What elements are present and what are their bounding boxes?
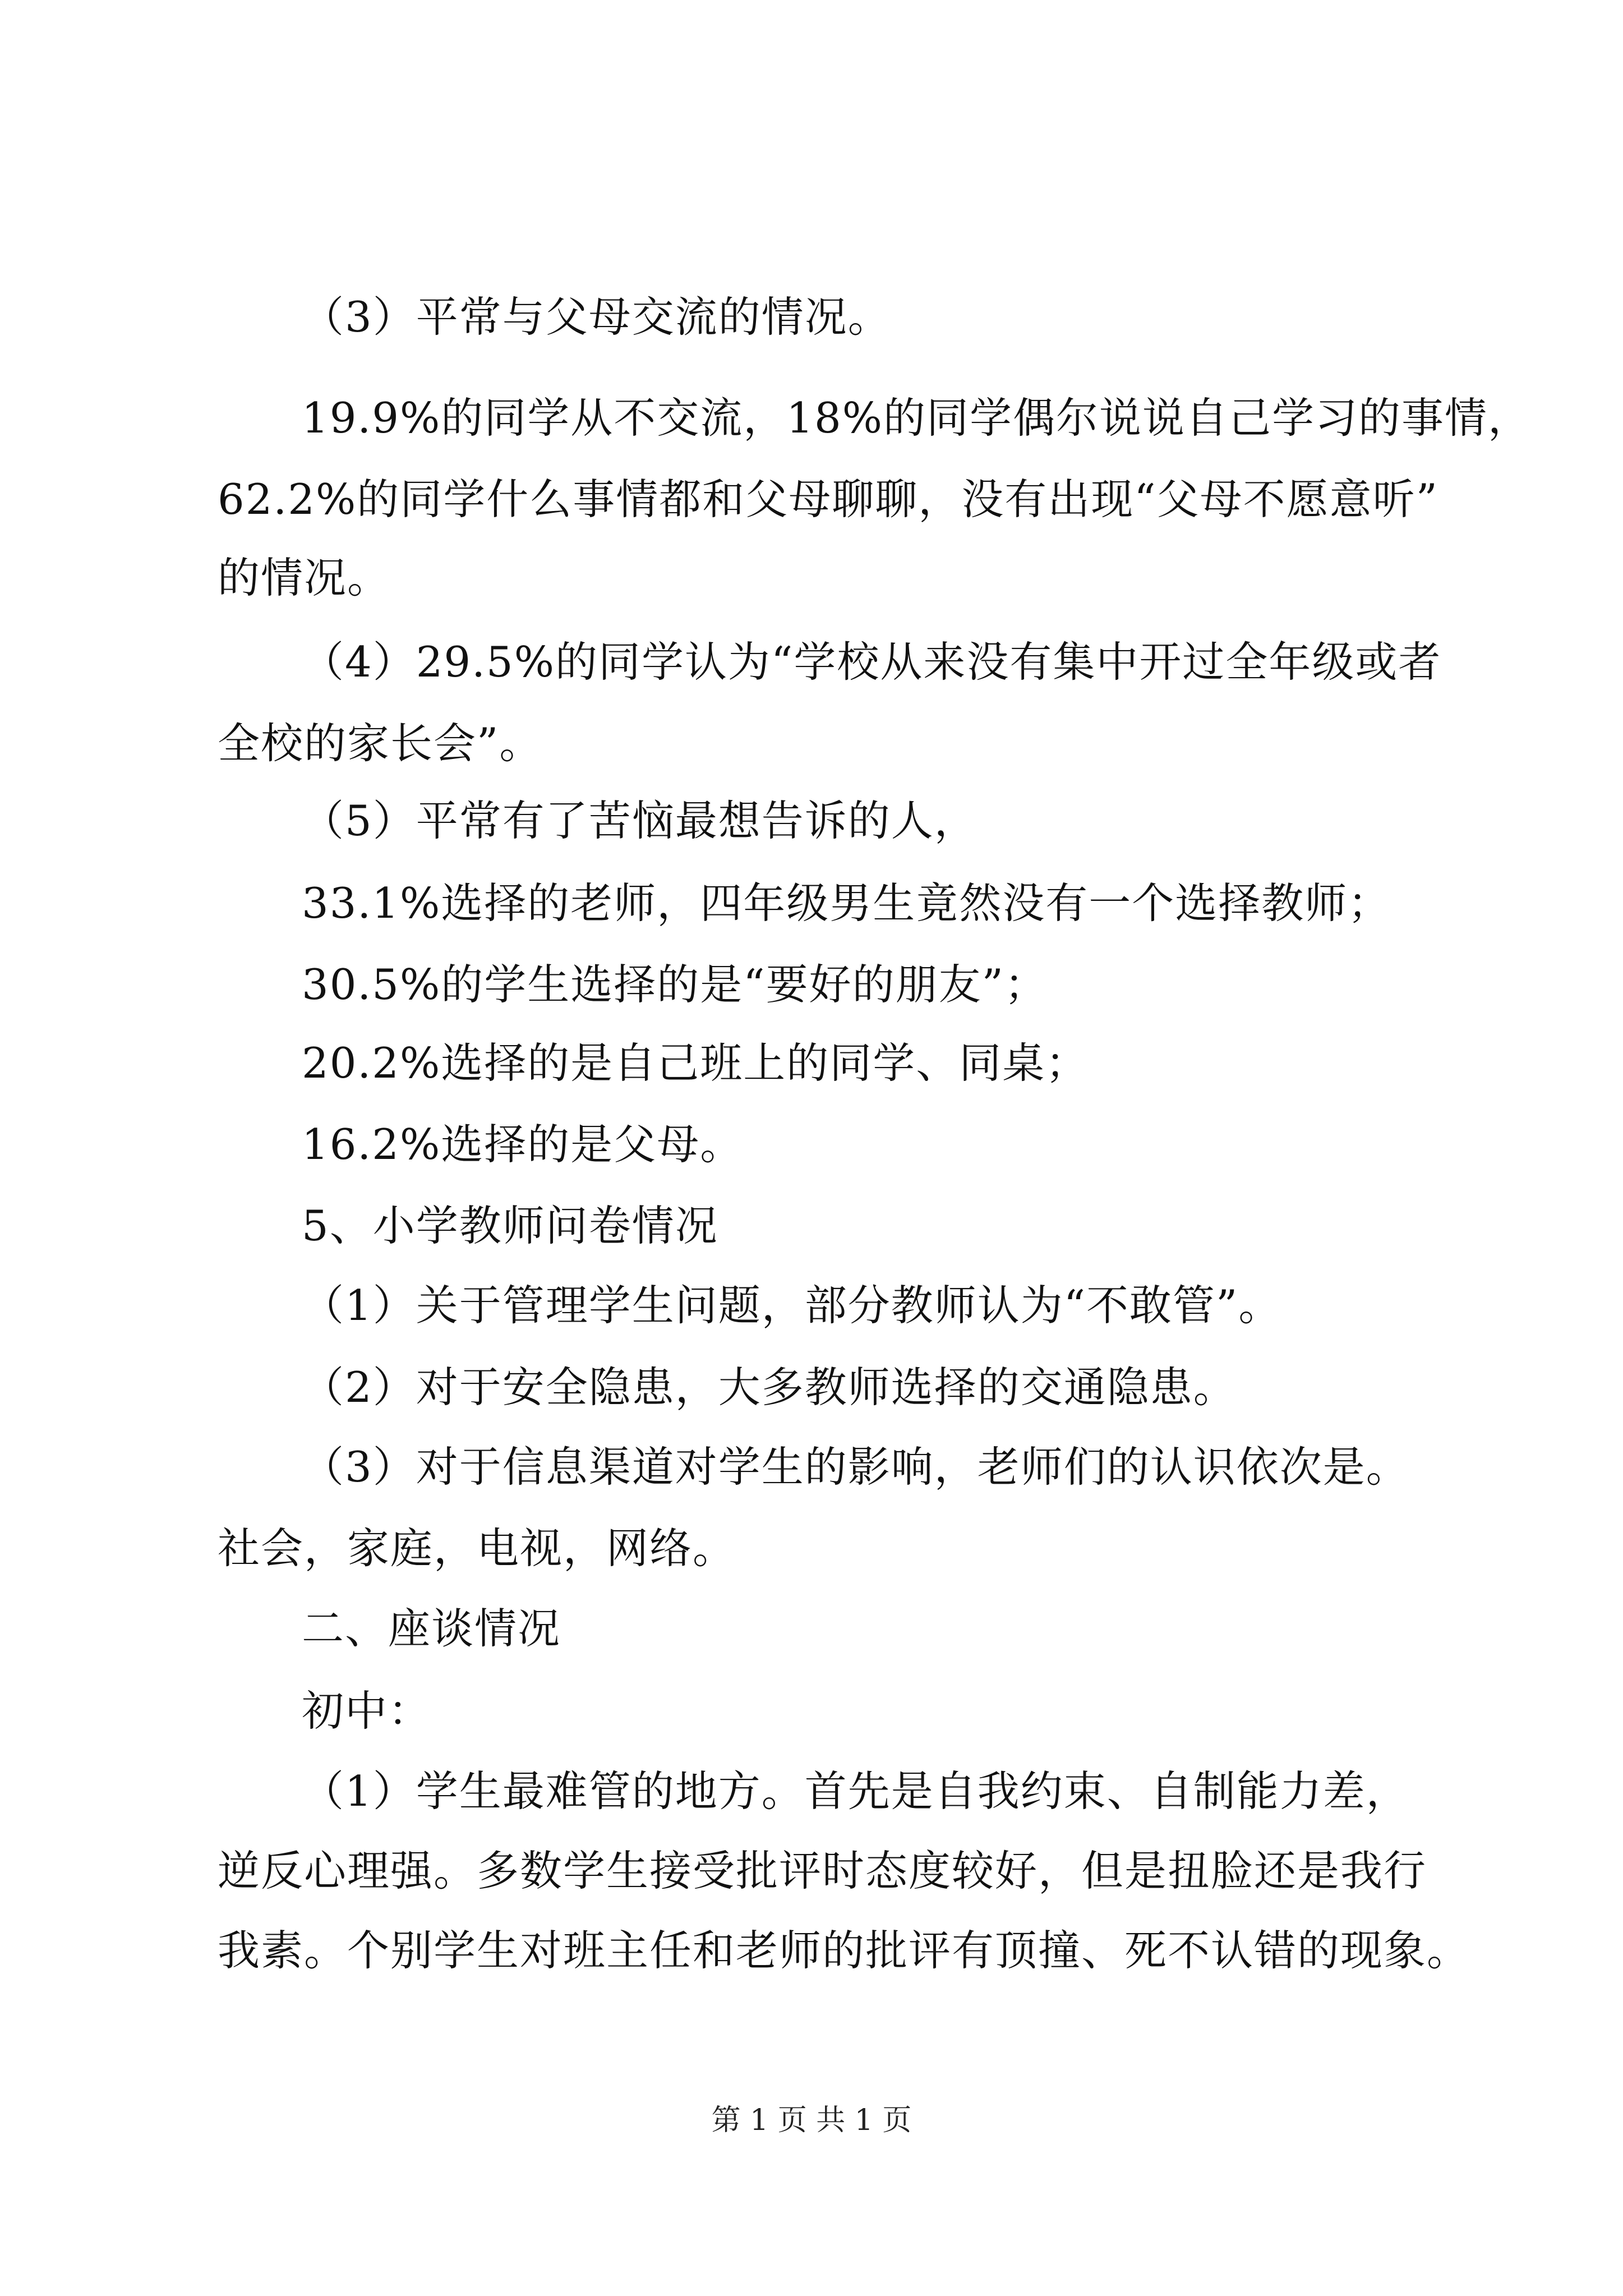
paragraph-line: （3）对于信息渠道对学生的影响，老师们的认识依次是。 (302, 1442, 1409, 1492)
paragraph-line: （1）关于管理学生问题，部分教师认为“不敢管”。 (302, 1281, 1282, 1330)
paragraph-line: （3）平常与父母交流的情况。 (302, 292, 891, 342)
paragraph-line: 20.2%选择的是自己班上的同学、同桌； (302, 1038, 1089, 1088)
paragraph-line: 初中： (302, 1686, 432, 1736)
paragraph-line: 5、小学教师问卷情况 (302, 1201, 718, 1250)
paragraph-line: 社会，家庭，电视，网络。 (218, 1524, 736, 1573)
paragraph-line: （4）29.5%的同学认为“学校从来没有集中开过全年级或者 (302, 637, 1442, 687)
paragraph-line: 全校的家长会”。 (218, 719, 543, 768)
paragraph-line: 62.2%的同学什么事情都和父母聊聊，没有出现“父母不愿意听” (218, 475, 1438, 524)
paragraph-line: （5）平常有了苦恼最想告诉的人， (302, 796, 978, 845)
paragraph-line: 我素。个别学生对班主任和老师的批评有顶撞、死不认错的现象。 (218, 1926, 1470, 1975)
paragraph-line: （2）对于安全隐患，大多教师选择的交通隐患。 (302, 1363, 1237, 1412)
paragraph-line: 33.1%选择的老师，四年级男生竟然没有一个选择教师； (302, 878, 1391, 928)
paragraph-line: 19.9%的同学从不交流，18%的同学偶尔说说自己学习的事情， (302, 393, 1531, 443)
paragraph-line: 逆反心理强。多数学生接受批评时态度较好，但是扭脸还是我行 (218, 1846, 1427, 1895)
paragraph-line: 二、座谈情况 (302, 1604, 561, 1653)
paragraph-line: 30.5%的学生选择的是“要好的朋友”； (302, 960, 1048, 1009)
paragraph-line: （1）学生最难管的地方。首先是自我约束、自制能力差， (302, 1766, 1409, 1816)
paragraph-line: 的情况。 (218, 553, 391, 602)
paragraph-line: 16.2%选择的是父母。 (302, 1120, 744, 1169)
page-footer: 第 1 页 共 1 页 (711, 2104, 912, 2137)
